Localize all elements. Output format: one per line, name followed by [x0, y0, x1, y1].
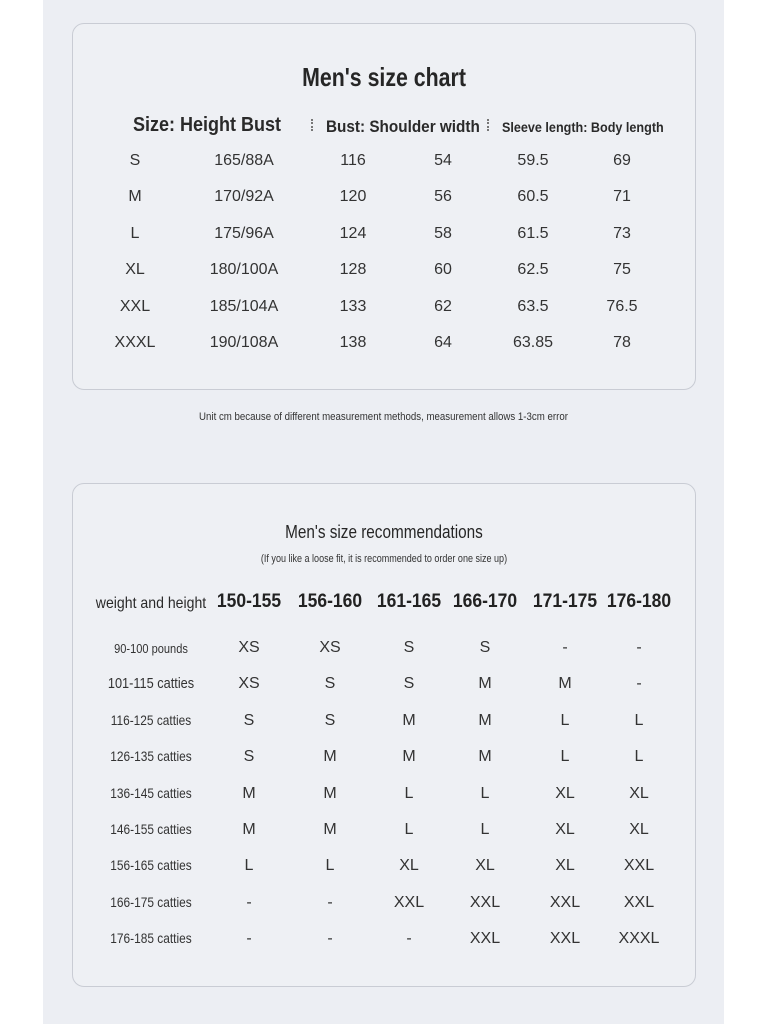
recommendations-subtitle: (If you like a loose fit, it is recommended to order one size up) — [260, 553, 508, 565]
recommended-size-cell: XXL — [623, 893, 655, 911]
size-chart-cell: 54 — [434, 152, 452, 169]
recommended-size-cell: XS — [319, 639, 341, 656]
size-chart-cell: M — [128, 188, 142, 206]
size-guide-page — [43, 0, 724, 1024]
size-chart-cell: 170/92A — [214, 188, 274, 206]
recommendation-row — [73, 930, 695, 952]
recommended-size-cell: S — [479, 639, 491, 656]
recommended-size-cell: L — [325, 857, 335, 875]
size-chart-cell: 62.5 — [517, 261, 549, 279]
size-chart-row — [73, 261, 695, 283]
size-chart-cell: L — [130, 224, 140, 242]
recommended-size-cell: XL — [555, 821, 575, 838]
recommended-size-cell: - — [246, 893, 252, 911]
recommendation-row — [73, 894, 695, 916]
height-column-header: 171-175 — [532, 591, 598, 612]
weight-label: 146-155 catties — [110, 821, 192, 837]
size-chart-cell: XXXL — [114, 334, 156, 351]
recommended-size-cell: L — [560, 711, 570, 729]
recommended-size-cell: L — [244, 857, 254, 875]
size-chart-cell: 124 — [339, 224, 367, 242]
recommended-size-cell: S — [403, 639, 415, 656]
size-chart-row — [73, 298, 695, 320]
height-column-header: 176-180 — [606, 591, 672, 612]
size-chart-cell: 59.5 — [517, 152, 549, 169]
weight-label: 101-115 catties — [107, 675, 195, 693]
header-separator — [311, 119, 315, 131]
size-chart-cell: 64 — [434, 334, 452, 351]
size-chart-row — [73, 225, 695, 247]
header-bust-shoulder: Bust: Shoulder width — [326, 117, 480, 136]
size-chart-cell: 58 — [434, 224, 452, 242]
size-chart-cell: 63.85 — [512, 334, 554, 351]
recommended-size-cell: - — [246, 930, 252, 948]
size-chart-cell: XXL — [119, 297, 151, 315]
row-header-label: weight and height — [95, 595, 207, 612]
recommended-size-cell: L — [634, 711, 644, 729]
size-chart-cell: 180/100A — [209, 261, 279, 279]
header-sleeve-body: Sleeve length: Body length — [502, 119, 664, 135]
recommended-size-cell: XS — [238, 639, 260, 656]
weight-label: 126-135 catties — [110, 748, 192, 765]
recommended-size-cell: M — [323, 784, 337, 802]
recommendation-row — [73, 712, 695, 734]
recommendation-row — [73, 639, 695, 661]
recommended-size-cell: L — [480, 821, 490, 838]
size-chart-cell: S — [129, 152, 141, 169]
size-chart-cell: 116 — [340, 152, 366, 169]
size-chart-cell: 190/108A — [209, 334, 279, 351]
recommended-size-cell: M — [323, 821, 337, 838]
height-column-header: 161-165 — [376, 591, 442, 612]
recommendation-row — [73, 748, 695, 770]
height-column-header: 166-170 — [452, 591, 518, 612]
recommendations-title: Men's size recommendations — [285, 522, 483, 542]
measurement-note: Unit cm because of different measurement methods, measurement allows 1-3cm error — [199, 411, 568, 423]
recommended-size-cell: M — [323, 748, 337, 766]
size-recommendations-card — [72, 483, 696, 987]
weight-label: 166-175 catties — [110, 893, 192, 910]
recommended-size-cell: XXL — [469, 930, 501, 948]
size-chart-cell: 76.5 — [606, 297, 638, 315]
recommendation-row — [73, 785, 695, 807]
recommended-size-cell: S — [324, 675, 336, 693]
recommended-size-cell: S — [243, 711, 255, 729]
weight-label: 176-185 catties — [110, 930, 192, 947]
recommended-size-cell: L — [404, 784, 414, 802]
recommended-size-cell: - — [327, 893, 333, 911]
recommended-size-cell: XL — [629, 821, 649, 838]
recommendation-row — [73, 821, 695, 843]
recommendation-row — [73, 675, 695, 697]
recommended-size-cell: - — [636, 675, 642, 693]
header-height-bust: Size: Height Bust — [133, 114, 282, 136]
size-chart-cell: 71 — [613, 188, 631, 206]
recommended-size-cell: XXL — [549, 893, 581, 911]
recommended-size-cell: L — [480, 784, 490, 802]
recommended-size-cell: M — [558, 675, 572, 693]
recommended-size-cell: L — [560, 748, 570, 766]
size-chart-cell: 60 — [434, 261, 452, 279]
recommended-size-cell: M — [478, 748, 492, 766]
size-chart-cell: 175/96A — [214, 224, 274, 242]
weight-label: 136-145 catties — [110, 784, 192, 801]
recommended-size-cell: - — [636, 639, 642, 656]
size-chart-cell: 62 — [434, 297, 452, 315]
recommended-size-cell: XS — [238, 675, 260, 693]
recommended-size-cell: M — [478, 675, 492, 693]
recommended-size-cell: XXL — [393, 893, 425, 911]
size-chart-cell: 78 — [613, 334, 631, 351]
size-chart-card — [72, 23, 696, 390]
recommended-size-cell: S — [243, 748, 255, 766]
recommended-size-cell: M — [402, 711, 416, 729]
recommended-size-cell: XL — [555, 784, 575, 802]
size-chart-cell: 73 — [613, 224, 631, 242]
height-column-header: 150-155 — [216, 591, 282, 612]
recommended-size-cell: M — [402, 748, 416, 766]
recommended-size-cell: L — [404, 821, 414, 838]
recommended-size-cell: S — [324, 711, 336, 729]
size-chart-cell: 185/104A — [209, 297, 279, 315]
recommended-size-cell: - — [562, 639, 568, 656]
recommended-size-cell: XXXL — [618, 930, 660, 948]
size-chart-cell: XL — [125, 261, 145, 279]
recommended-size-cell: L — [634, 748, 644, 766]
recommended-size-cell: XXL — [469, 893, 501, 911]
height-column-header: 156-160 — [297, 591, 363, 612]
recommended-size-cell: XL — [555, 857, 575, 875]
weight-label: 156-165 catties — [110, 857, 192, 874]
size-chart-cell: 60.5 — [517, 188, 549, 206]
recommended-size-cell: M — [478, 711, 492, 729]
size-chart-row — [73, 152, 695, 174]
recommended-size-cell: XXL — [623, 857, 655, 875]
size-chart-cell: 69 — [613, 152, 631, 169]
size-chart-cell: 165/88A — [214, 152, 274, 169]
recommended-size-cell: M — [242, 784, 256, 802]
recommended-size-cell: XL — [399, 857, 419, 875]
size-chart-row — [73, 188, 695, 210]
size-chart-cell: 120 — [339, 188, 367, 206]
weight-label: 90-100 pounds — [114, 641, 188, 656]
size-chart-cell: 63.5 — [517, 297, 549, 315]
recommended-size-cell: - — [406, 930, 412, 948]
recommended-size-cell: XXL — [549, 930, 581, 948]
size-chart-row — [73, 334, 695, 356]
weight-label: 116-125 catties — [110, 711, 192, 728]
recommended-size-cell: - — [327, 930, 333, 948]
size-chart-cell: 138 — [339, 334, 367, 351]
recommendations-header-row — [73, 591, 695, 617]
header-separator — [487, 119, 491, 131]
recommended-size-cell: XL — [475, 857, 495, 875]
size-chart-cell: 56 — [434, 188, 452, 206]
recommended-size-cell: M — [242, 821, 256, 838]
size-chart-cell: 75 — [613, 261, 631, 279]
size-chart-cell: 61.5 — [517, 224, 549, 242]
recommended-size-cell: XL — [629, 784, 649, 802]
recommended-size-cell: S — [403, 675, 415, 693]
recommendation-row — [73, 857, 695, 879]
size-chart-title: Men's size chart — [302, 62, 466, 92]
size-chart-cell: 133 — [339, 297, 367, 315]
size-chart-cell: 128 — [339, 261, 367, 279]
